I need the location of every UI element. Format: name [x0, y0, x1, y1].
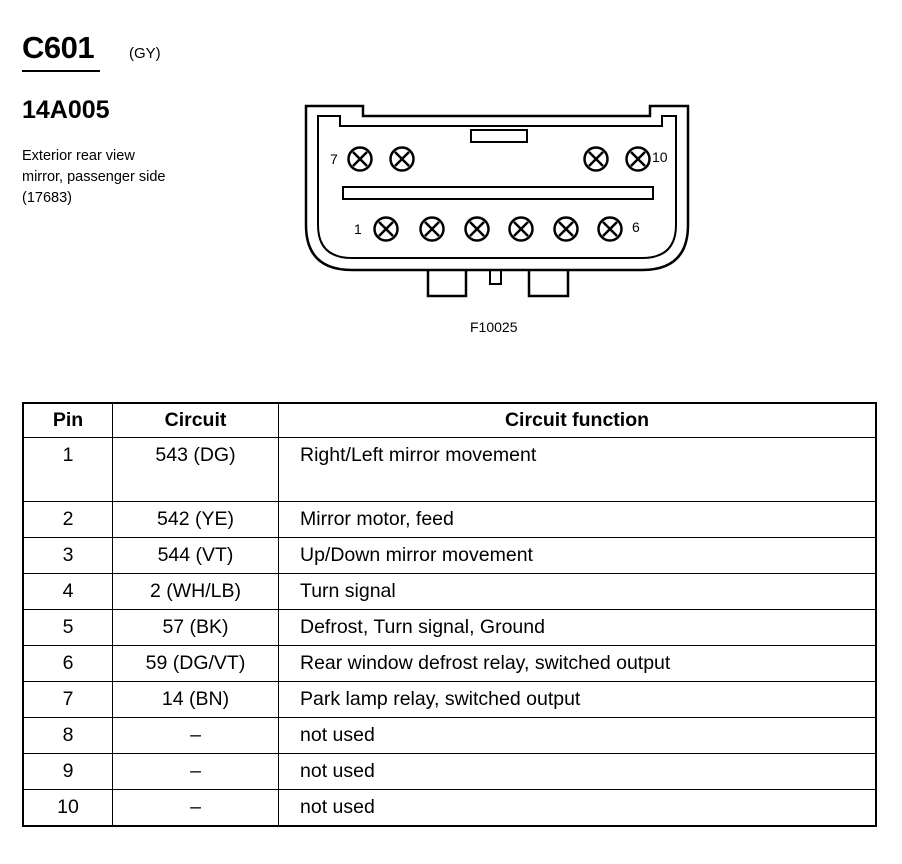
function-cell: Park lamp relay, switched output	[279, 682, 877, 718]
table-row	[23, 610, 876, 646]
table-row	[23, 790, 876, 827]
circuit-cell: 59 (DG/VT)	[113, 646, 279, 682]
terminal-pin-6	[599, 218, 622, 241]
circuit-cell: 543 (DG)	[113, 438, 279, 502]
terminal-pin-7	[349, 148, 372, 171]
function-cell: Mirror motor, feed	[279, 502, 877, 538]
circuit-cell: –	[113, 790, 279, 827]
header-circuit: Circuit	[113, 403, 279, 438]
pin-label-7: 7	[330, 151, 338, 167]
pin-label-1: 1	[354, 221, 362, 237]
table-row	[23, 502, 876, 538]
table-row	[23, 718, 876, 754]
terminal-pin-8	[391, 148, 414, 171]
key-tab	[471, 130, 527, 142]
function-cell: Right/Left mirror movement	[279, 438, 877, 502]
function-cell: not used	[279, 790, 877, 827]
connector-id: C601	[22, 30, 95, 65]
circuit-cell: 57 (BK)	[113, 610, 279, 646]
connector-id-underline	[22, 70, 100, 72]
pin-cell: 4	[23, 574, 113, 610]
component-description: Exterior rear view mirror, passenger side (17683)	[22, 148, 166, 206]
terminal-pin-4	[510, 218, 533, 241]
terminal-pin-10	[627, 148, 650, 171]
function-cell: not used	[279, 718, 877, 754]
function-cell: Up/Down mirror movement	[279, 538, 877, 574]
table-row	[23, 538, 876, 574]
circuit-cell: 14 (BN)	[113, 682, 279, 718]
latch-center	[490, 270, 501, 284]
pin-cell: 5	[23, 610, 113, 646]
connector-color: (GY)	[129, 45, 161, 62]
circuit-cell: 2 (WH/LB)	[113, 574, 279, 610]
terminal-pin-2	[421, 218, 444, 241]
pin-cell: 3	[23, 538, 113, 574]
terminal-pin-9	[585, 148, 608, 171]
figure-code: F10025	[470, 319, 518, 335]
terminal-pin-5	[555, 218, 578, 241]
circuit-cell: 542 (YE)	[113, 502, 279, 538]
table-row	[23, 574, 876, 610]
pin-cell: 8	[23, 718, 113, 754]
table-row	[23, 438, 876, 502]
pin-cell: 2	[23, 502, 113, 538]
circuit-cell: –	[113, 754, 279, 790]
function-cell: Turn signal	[279, 574, 877, 610]
table-row	[23, 646, 876, 682]
table-header-row	[23, 403, 876, 438]
circuit-cell: –	[113, 718, 279, 754]
pin-label-6: 6	[632, 219, 640, 235]
pin-cell: 10	[23, 790, 113, 827]
pinout-table	[22, 402, 877, 827]
part-number: 14A005	[22, 96, 110, 124]
function-cell: Rear window defrost relay, switched output	[279, 646, 877, 682]
latch-right	[529, 270, 568, 296]
pin-cell: 1	[23, 438, 113, 502]
function-cell: Defrost, Turn signal, Ground	[279, 610, 877, 646]
table-row	[23, 682, 876, 718]
header-circuit-function: Circuit function	[279, 403, 877, 438]
function-cell: not used	[279, 754, 877, 790]
pin-label-10: 10	[652, 149, 668, 165]
circuit-cell: 544 (VT)	[113, 538, 279, 574]
header-pin: Pin	[23, 403, 113, 438]
connector-face-diagram	[290, 90, 710, 310]
divider-bar	[343, 187, 653, 199]
terminal-pin-1	[375, 218, 398, 241]
latch-left	[428, 270, 466, 296]
pin-cell: 9	[23, 754, 113, 790]
pin-cell: 6	[23, 646, 113, 682]
terminal-pin-3	[466, 218, 489, 241]
pin-cell: 7	[23, 682, 113, 718]
table-row	[23, 754, 876, 790]
